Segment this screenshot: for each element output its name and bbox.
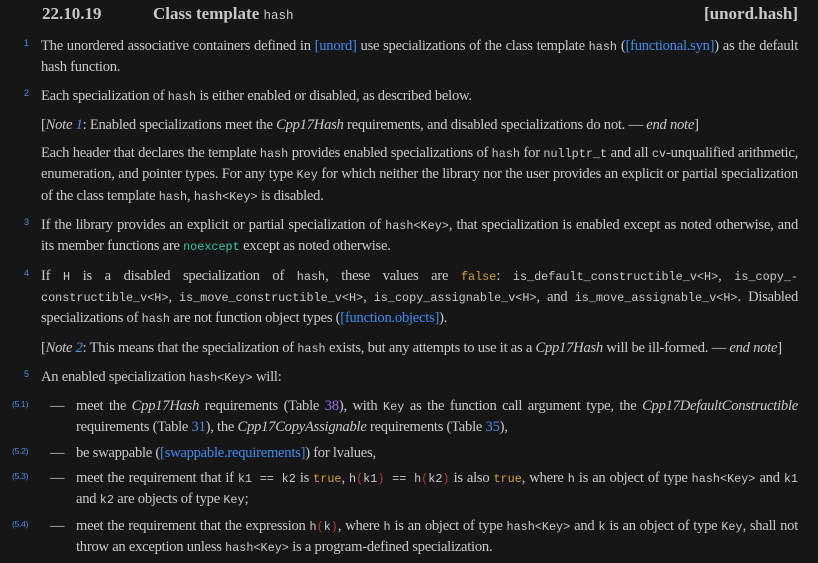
list-item (12, 468, 799, 511)
paragraph (24, 86, 798, 107)
note-number-link[interactable]: 1 (75, 116, 83, 133)
text: will be ill-formed. — (602, 339, 730, 356)
section-ref-link[interactable]: [unord.hash] (703, 4, 798, 23)
code: hash<Key> (385, 219, 449, 234)
code: hash (167, 89, 197, 104)
text: Each specialization of (41, 87, 168, 104)
text: be swappable ( (76, 444, 161, 461)
text: is also (449, 470, 494, 487)
text: ] (777, 339, 782, 356)
text: for which neither the library nor the user provides an explicit or partial specialization of the class template (41, 166, 798, 204)
text: are objects of type (113, 491, 224, 508)
italic-term: Cpp17Hash (535, 339, 603, 356)
cross-reference-link[interactable]: [function.objects] (340, 310, 440, 327)
text: : (496, 267, 513, 284)
text: ), with (338, 398, 384, 415)
code: Key (721, 519, 743, 534)
paren: ( (316, 519, 324, 534)
text: , where (521, 470, 568, 487)
section-number: 22.10.19 (42, 4, 102, 23)
code: is_move_constructible_v<H> (179, 290, 364, 305)
italic-term: Cpp17DefaultConstructible (642, 398, 798, 415)
code: hash (141, 312, 170, 327)
code: k2 (99, 493, 114, 508)
text: , shall not throw an exception unless (76, 517, 798, 555)
italic-term: end note (729, 339, 778, 356)
italic-term: Cpp17CopyAssignable (237, 419, 367, 436)
text: -unqualified arithmetic, enumeration, and pointer types. For any type (41, 145, 798, 183)
text: except as noted otherwise. (239, 238, 391, 255)
code: is_copy_assignable_v<H> (373, 290, 537, 305)
text: ), the (205, 419, 238, 436)
section-title-text: Class template (153, 4, 260, 23)
text: and (570, 517, 599, 534)
dash-bullet: — (50, 517, 65, 534)
text: , (168, 288, 180, 305)
text: as the function call argument type, the (404, 398, 643, 415)
code: Key (296, 168, 318, 183)
keyword: true (313, 472, 342, 487)
text: is either enabled or disabled, as described below. (196, 87, 472, 104)
code: hash (491, 147, 520, 162)
text: : This means that the specialization of (82, 339, 298, 356)
text: : Enabled specializations meet the (82, 116, 277, 133)
italic-term: Note (45, 116, 76, 133)
list-item (12, 443, 798, 463)
italic-term: end note (646, 116, 695, 133)
list-item (12, 516, 798, 559)
text: requirements (Table (76, 419, 192, 436)
text: If the library provides an explicit or partial specialization of (41, 217, 386, 234)
code: h (383, 519, 391, 534)
code: cv (651, 147, 667, 162)
paragraph-number[interactable]: 4 (24, 267, 29, 278)
section-body (12, 36, 799, 563)
code: is_move_assignable_v<H> (574, 290, 738, 305)
text: , (363, 288, 374, 305)
paragraph-number[interactable]: 3 (24, 217, 29, 228)
text: An enabled specialization (41, 368, 189, 385)
dash-bullet: — (50, 444, 65, 461)
text: requirements, and disabled specializations do not. — (343, 116, 647, 133)
text: [ (41, 116, 46, 133)
text: , (187, 187, 194, 204)
cross-reference-link[interactable]: [swappable.requirements] (160, 444, 306, 461)
paragraph (24, 215, 798, 258)
code: Key (223, 493, 245, 508)
paragraph (24, 266, 799, 330)
text: is (295, 470, 314, 487)
paragraph-number[interactable]: 5 (24, 368, 29, 379)
italic-term: Cpp17Hash (276, 116, 344, 133)
code: hash<Key> (188, 370, 253, 385)
code: k1 (783, 472, 799, 487)
text: ) for lvalues, (305, 444, 376, 461)
code: hash<Key> (691, 472, 756, 487)
paragraph-number[interactable]: 2 (24, 87, 29, 98)
code: hash (296, 269, 326, 284)
paragraph (24, 36, 798, 78)
code: Key (383, 400, 405, 415)
paragraph (41, 115, 798, 135)
text: meet the requirement that if (76, 470, 238, 487)
paren: ( (421, 472, 429, 487)
paragraph-number[interactable]: (5.3) (12, 471, 29, 482)
code: hash<Key> (225, 540, 289, 555)
text: and (76, 491, 100, 508)
code: hash<Key> (506, 519, 571, 534)
italic-term: Note (45, 339, 76, 356)
code: hash (588, 40, 617, 54)
keyword: true (493, 472, 522, 487)
text: is an object of type (605, 517, 722, 534)
text: and (755, 470, 784, 487)
italic-term: Cpp17Hash (131, 398, 200, 415)
code: k (598, 519, 606, 534)
code: nullptr_t (543, 147, 608, 162)
text: , these values are (325, 267, 461, 284)
text: and all (607, 145, 652, 162)
text: meet the (76, 398, 132, 415)
text: . Disabled specializations of (41, 288, 798, 327)
cross-reference-link[interactable]: [unord] (314, 38, 357, 54)
paragraph-number[interactable]: (5.2) (12, 445, 29, 456)
text: If (41, 267, 63, 284)
text: is a program-defined specialization. (288, 538, 493, 555)
paragraph-number[interactable]: 1 (24, 38, 29, 48)
text: exists, but any attempts to use it as a (325, 339, 536, 356)
paren: ) (377, 472, 385, 487)
text: ) as the default hash function. (41, 38, 798, 76)
note-number-link[interactable]: 2 (75, 339, 83, 356)
text: for (519, 145, 544, 162)
text: , and (536, 288, 575, 305)
text: The unordered associative containers defined in (41, 38, 315, 54)
section-title-code: hash (263, 9, 294, 23)
text: is an object of type (574, 470, 692, 487)
code: hash (297, 341, 326, 356)
code: k1 == k2 (237, 472, 296, 487)
text: , that specialization is enabled except as noted otherwise, and its member functions are (41, 217, 798, 255)
keyword-noexcept: noexcept (183, 240, 240, 255)
text: requirements (Table (199, 398, 325, 415)
text: are not function object types ( (169, 310, 341, 327)
text: [ (41, 339, 46, 356)
text: will: (252, 368, 282, 385)
text: ( (617, 38, 626, 54)
code: k1 (363, 472, 378, 487)
text: use specializations of the class template (356, 38, 589, 54)
code: H (62, 269, 71, 284)
section-header (42, 4, 798, 26)
code: == h (384, 472, 422, 487)
text: ). (439, 310, 448, 327)
dash-bullet: — (50, 398, 65, 415)
text: ), (499, 419, 508, 436)
code: k (323, 519, 331, 534)
code: is_default_constructible_v<H> (512, 269, 719, 284)
text: is an object of type (390, 517, 507, 534)
list-item (12, 396, 798, 438)
text: , where (337, 517, 384, 534)
table-ref-link[interactable]: 35 (485, 419, 500, 436)
paragraph (24, 367, 798, 388)
text: is disabled. (257, 187, 324, 204)
text: ] (694, 116, 699, 133)
table-ref-link[interactable]: 38 (324, 398, 339, 415)
cross-reference-link[interactable]: [functional.syn] (625, 38, 715, 54)
code: is_copy_constructible_v<H> (41, 269, 799, 305)
paren: ) (330, 519, 338, 534)
code: hash (259, 147, 289, 162)
text: , (341, 470, 349, 487)
dash-bullet: — (50, 470, 65, 487)
text: requirements (Table (366, 419, 486, 436)
code: k2 (428, 472, 443, 487)
text: provides enabled specializations of (288, 145, 492, 162)
paren: ) (442, 472, 450, 487)
paragraph-number[interactable]: (5.1) (12, 399, 29, 410)
text: ; (244, 491, 249, 508)
text: Each header that declares the template (41, 145, 260, 162)
text: is a disabled specialization of (70, 267, 297, 284)
code: hash<Key> (193, 189, 258, 204)
paragraph (41, 143, 798, 207)
section-title (153, 4, 294, 24)
text: , (718, 267, 735, 284)
code: h (309, 519, 317, 534)
code: h (567, 472, 575, 487)
paragraph-number[interactable]: (5.4) (12, 518, 29, 529)
code: h (348, 472, 357, 487)
paragraph (41, 338, 798, 359)
text: meet the requirement that the expression (76, 517, 310, 534)
keyword: false (460, 269, 497, 284)
code: hash (158, 189, 188, 204)
table-ref-link[interactable]: 31 (191, 419, 206, 436)
paren: ( (356, 472, 364, 487)
